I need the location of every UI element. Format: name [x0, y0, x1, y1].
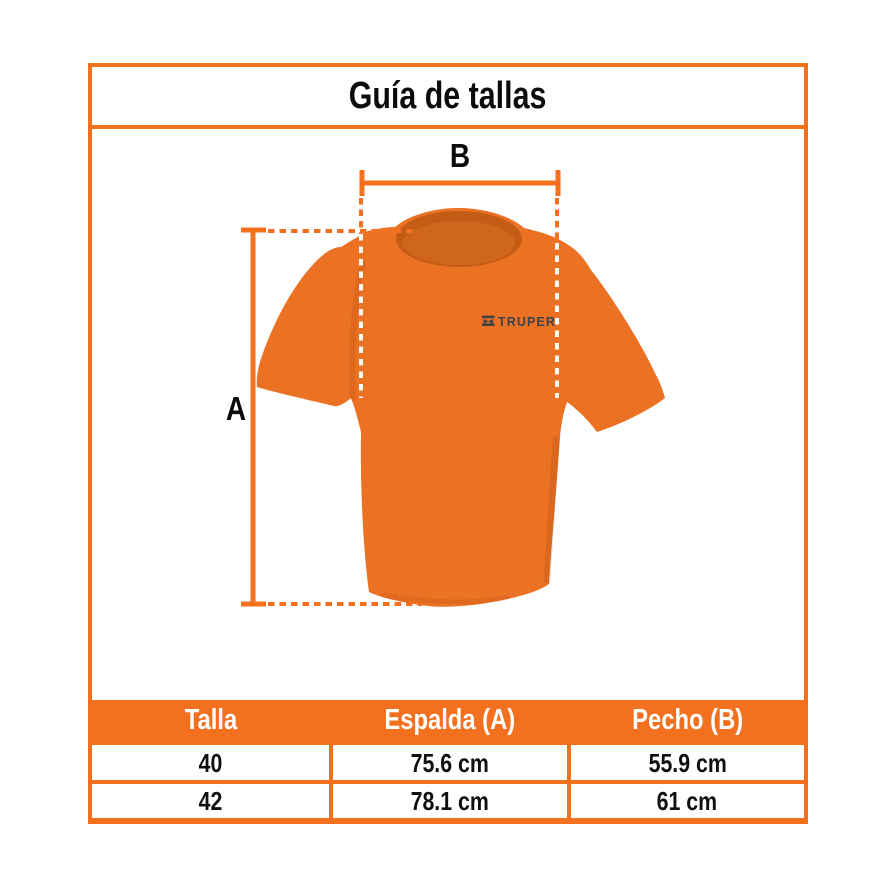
truper-logo-text: TRUPER — [498, 315, 556, 329]
size-guide-panel — [88, 63, 808, 824]
title-band — [92, 67, 804, 129]
tshirt-shape — [257, 208, 665, 607]
table-cell-size-40: 40 — [92, 741, 329, 780]
table-cell-size-42: 42 — [92, 780, 329, 818]
table-cell-espalda-42: 78.1 cm — [329, 780, 566, 818]
measure-label-b: B — [449, 137, 471, 175]
table-header-pecho: Pecho (B) — [567, 700, 804, 741]
table-cell-espalda-40: 75.6 cm — [329, 741, 566, 780]
table-cell-pecho-42: 61 cm — [567, 780, 804, 818]
size-table — [92, 700, 804, 818]
tshirt-diagram — [92, 130, 804, 700]
page-title: Guía de tallas — [349, 75, 547, 117]
collar-inner-back — [403, 221, 515, 265]
table-cell-pecho-40: 55.9 cm — [567, 741, 804, 780]
table-header-espalda: Espalda (A) — [329, 700, 566, 741]
table-header-talla: Talla — [92, 700, 329, 741]
measure-label-a: A — [225, 390, 247, 428]
